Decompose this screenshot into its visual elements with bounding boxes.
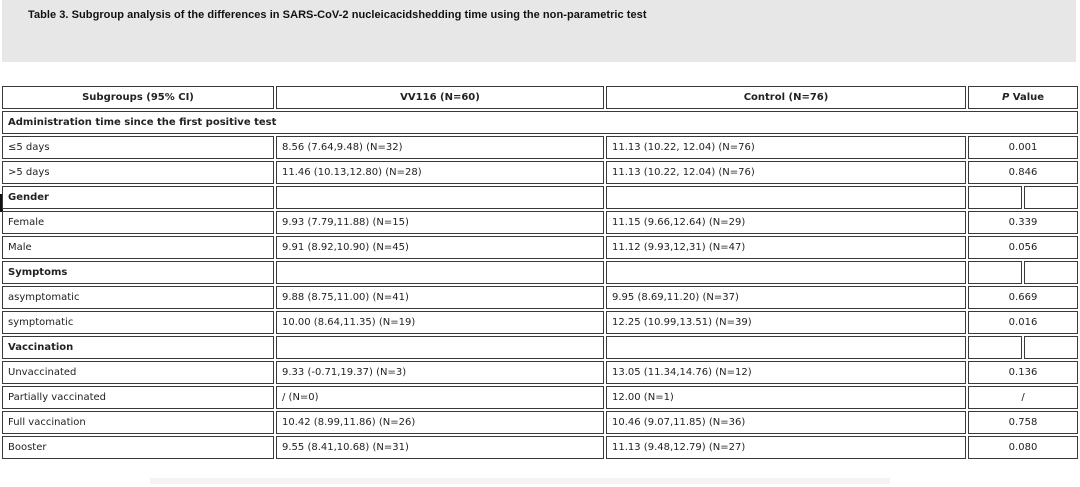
p-value: 0.339	[968, 211, 1078, 234]
section-label-gender: Gender	[2, 186, 274, 209]
p-value: 0.056	[968, 236, 1078, 259]
control-value: 11.13 (9.48,12.79) (N=27)	[606, 436, 966, 459]
table-row	[2, 311, 1078, 336]
faded-footer-text	[150, 478, 890, 484]
vv116-value: 10.00 (8.64,11.35) (N=19)	[276, 311, 604, 334]
empty-cell	[276, 261, 604, 284]
vv116-value: 9.88 (8.75,11.00) (N=41)	[276, 286, 604, 309]
row-label: >5 days	[2, 161, 274, 184]
vv116-value: 8.56 (7.64,9.48) (N=32)	[276, 136, 604, 159]
table-row	[2, 136, 1078, 161]
control-value: 11.13 (10.22, 12.04) (N=76)	[606, 161, 966, 184]
section-label-symptoms: Symptoms	[2, 261, 274, 284]
vv116-value: 9.55 (8.41,10.68) (N=31)	[276, 436, 604, 459]
row-label: Partially vaccinated	[2, 386, 274, 409]
header-p-letter: P	[1001, 92, 1010, 103]
p-value: 0.080	[968, 436, 1078, 459]
table-row	[2, 411, 1078, 436]
control-value: 11.15 (9.66,12.64) (N=29)	[606, 211, 966, 234]
row-label: ≤5 days	[2, 136, 274, 159]
table-row	[2, 236, 1078, 261]
subgroup-table	[2, 86, 1078, 461]
header-p-word: Value	[1009, 92, 1045, 103]
p-value: 0.136	[968, 361, 1078, 384]
vv116-value: 9.93 (7.79,11.88) (N=15)	[276, 211, 604, 234]
vv116-value: 11.46 (10.13,12.80) (N=28)	[276, 161, 604, 184]
vv116-value: 10.42 (8.99,11.86) (N=26)	[276, 411, 604, 434]
empty-cell	[606, 261, 966, 284]
empty-cell	[968, 261, 1022, 284]
empty-cell	[606, 186, 966, 209]
header-vv116: VV116 (N=60)	[276, 86, 604, 109]
row-label: Female	[2, 211, 274, 234]
control-value: 13.05 (11.34,14.76) (N=12)	[606, 361, 966, 384]
row-label: Full vaccination	[2, 411, 274, 434]
header-subgroups: Subgroups (95% CI)	[2, 86, 274, 109]
empty-cell	[276, 336, 604, 359]
control-value: 10.46 (9.07,11.85) (N=36)	[606, 411, 966, 434]
section-label-admin: Administration time since the first positive test	[2, 111, 1078, 134]
control-value: 12.25 (10.99,13.51) (N=39)	[606, 311, 966, 334]
empty-cell	[968, 336, 1022, 359]
table-title: Table 3. Subgroup analysis of the differences in SARS-CoV-2 nucleicacidshedding time using the non-parametric test	[28, 9, 647, 21]
table-row	[2, 386, 1078, 411]
section-label-vaccination: Vaccination	[2, 336, 274, 359]
section-row-gender	[2, 186, 1078, 211]
vv116-value: 9.33 (-0.71,19.37) (N=3)	[276, 361, 604, 384]
p-value: 0.758	[968, 411, 1078, 434]
p-value: 0.846	[968, 161, 1078, 184]
header-row	[2, 86, 1078, 111]
row-label: Male	[2, 236, 274, 259]
control-value: 11.12 (9.93,12,31) (N=47)	[606, 236, 966, 259]
row-label: Booster	[2, 436, 274, 459]
row-label: symptomatic	[2, 311, 274, 334]
p-value: /	[968, 386, 1078, 409]
header-p-value	[968, 86, 1078, 109]
header-control: Control (N=76)	[606, 86, 966, 109]
p-value: 0.669	[968, 286, 1078, 309]
table-row	[2, 361, 1078, 386]
table-row	[2, 436, 1078, 461]
row-label: Unvaccinated	[2, 361, 274, 384]
control-value: 12.00 (N=1)	[606, 386, 966, 409]
empty-cell	[276, 186, 604, 209]
vv116-value: / (N=0)	[276, 386, 604, 409]
row-label: asymptomatic	[2, 286, 274, 309]
vv116-value: 9.91 (8.92,10.90) (N=45)	[276, 236, 604, 259]
empty-cell	[1024, 186, 1078, 209]
section-row-symptoms	[2, 261, 1078, 286]
table-row	[2, 161, 1078, 186]
table-row	[2, 211, 1078, 236]
empty-cell	[606, 336, 966, 359]
control-value: 9.95 (8.69,11.20) (N=37)	[606, 286, 966, 309]
empty-cell	[1024, 261, 1078, 284]
p-value: 0.016	[968, 311, 1078, 334]
empty-cell	[1024, 336, 1078, 359]
p-value: 0.001	[968, 136, 1078, 159]
section-row-vaccination	[2, 336, 1078, 361]
title-band	[2, 0, 1076, 62]
section-row-admin	[2, 111, 1078, 136]
control-value: 11.13 (10.22, 12.04) (N=76)	[606, 136, 966, 159]
table-row	[2, 286, 1078, 311]
empty-cell	[968, 186, 1022, 209]
